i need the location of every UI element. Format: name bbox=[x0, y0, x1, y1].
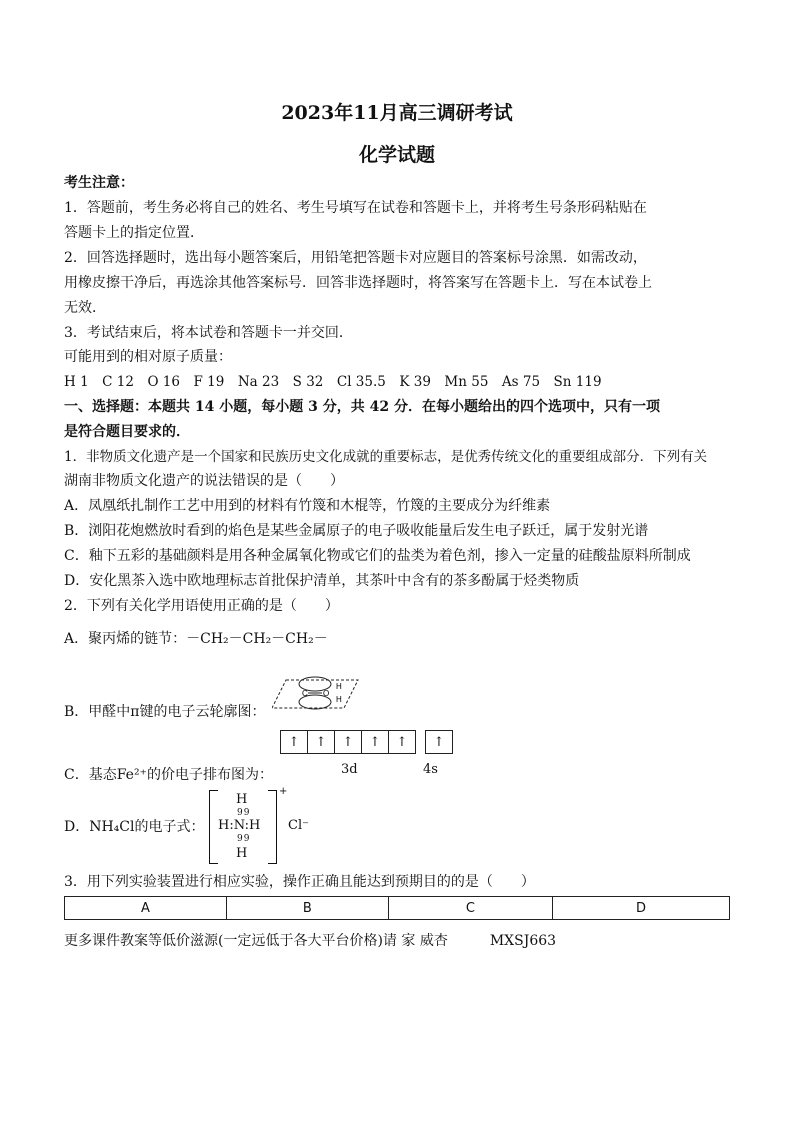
subject-title: 化学试题 bbox=[358, 144, 435, 166]
orbital-label-c: C bbox=[302, 689, 308, 698]
q2-stem: 2．下列有关化学用语使用正确的是（ ） bbox=[64, 598, 339, 614]
lewis-bracket-right bbox=[268, 790, 277, 864]
section1-heading-line1: 一、选择题：本题共 14 小题，每小题 3 分，共 42 分．在每小题给出的四个选项中，只有一项 bbox=[64, 399, 660, 415]
q2-option-d: D．NH₄Cl的电子式： bbox=[64, 819, 205, 835]
orbital-cell-4s-1: ↑ bbox=[425, 730, 453, 754]
orbital-label-4s: 4s bbox=[423, 762, 438, 777]
q3-column-c: C bbox=[388, 897, 552, 920]
q3-column-d: D bbox=[553, 897, 730, 920]
orbital-cell-3d-3: ↑ bbox=[334, 730, 362, 754]
lewis-anion: Cl⁻ bbox=[288, 818, 309, 833]
lewis-h-top: H bbox=[236, 792, 248, 807]
q2-option-a: A．聚丙烯的链节：－CH₂－CH₂－CH₂－ bbox=[64, 631, 328, 647]
footer-note: 更多课件教案等低价滋源(一定远低于各大平台价格)请 家 威杏 MXSJ663 bbox=[64, 933, 557, 949]
q3-options-table bbox=[64, 896, 730, 920]
orbital-cell-3d-1: ↑ bbox=[280, 730, 308, 754]
orbital-cell-3d-5: ↑ bbox=[388, 730, 416, 754]
pi-bond-orbital-diagram bbox=[272, 668, 362, 718]
q3-stem: 3．用下列实验装置进行相应实验，操作正确且能达到预期目的的是（ ） bbox=[64, 874, 535, 890]
lewis-h-bottom: H bbox=[236, 846, 248, 861]
orbital-cell-3d-4: ↑ bbox=[361, 730, 389, 754]
q2-option-b: B．甲醛中π键的电子云轮廓图： bbox=[64, 704, 266, 720]
notice-item1-line1: 1．答题前，考生务必将自己的姓名、考生号填写在试卷和答题卡上，并将考生号条形码粘贴在 bbox=[64, 200, 647, 216]
orbital-box-diagram bbox=[280, 730, 452, 754]
q1-stem-line2: 湖南非物质文化遗产的说法错误的是（ ） bbox=[64, 473, 344, 489]
lewis-middle: H:N:H bbox=[218, 818, 261, 833]
lewis-charge: + bbox=[279, 786, 288, 797]
notice-item2-line1: 2．回答选择题时，选出每小题答案后，用铅笔把答题卡对应题目的答案标号涂黑．如需改动， bbox=[64, 250, 647, 266]
notice-item2-line3: 无效． bbox=[64, 300, 106, 316]
notice-item1-line2: 答题卡上的指定位置． bbox=[64, 225, 204, 241]
q1-option-b: B．浏阳花炮燃放时看到的焰色是某些金属原子的电子吸收能量后发生电子跃迁，属于发射光谱 bbox=[64, 523, 649, 539]
q1-option-d: D．安化黑茶入选中欧地理标志首批保护清单，其茶叶中含有的茶多酚属于烃类物质 bbox=[64, 573, 580, 589]
lewis-bracket-left bbox=[209, 790, 218, 864]
notice-item3: 3．考试结束后，将本试卷和答题卡一并交回． bbox=[64, 325, 353, 341]
q3-column-b: B bbox=[226, 897, 388, 920]
atomic-masses: H 1 C 12 O 16 F 19 Na 23 S 32 Cl 35.5 K 39 Mn 55 As 75 Sn 119 bbox=[64, 374, 602, 390]
atomic-mass-label: 可能用到的相对原子质量： bbox=[64, 349, 232, 365]
q1-option-a: A．凤凰纸扎制作工艺中用到的材料有竹篾和木棍等，竹篾的主要成分为纤维素 bbox=[64, 498, 551, 514]
section1-heading-line2: 是符合题目要求的． bbox=[64, 424, 190, 440]
orbital-label-h1: H bbox=[336, 682, 342, 691]
lewis-dots-top: 99 bbox=[237, 808, 251, 818]
q1-stem-line1: 1．非物质文化遗产是一个国家和民族历史文化成就的重要标志，是优秀传统文化的重要组成部分．下列有关 bbox=[64, 449, 708, 465]
notice-heading: 考生注意： bbox=[64, 175, 134, 191]
orbital-label-h2: H bbox=[336, 695, 342, 704]
exam-title: 2023年11月高三调研考试 bbox=[281, 102, 513, 124]
q3-column-a: A bbox=[65, 897, 227, 920]
orbital-label-3d: 3d bbox=[341, 762, 358, 777]
q1-option-c: C．釉下五彩的基础颜料是用各种金属氧化物或它们的盐类为着色剂，掺入一定量的硅酸盐原料所制成 bbox=[64, 548, 691, 564]
orbital-cell-3d-2: ↑ bbox=[307, 730, 335, 754]
orbital-label-o: O bbox=[323, 689, 330, 698]
notice-item2-line2: 用橡皮擦干净后，再选涂其他答案标号．回答非选择题时，将答案写在答题卡上．写在本试卷上 bbox=[64, 275, 652, 291]
lewis-dots-bottom: 99 bbox=[237, 834, 251, 844]
q2-option-c: C．基态Fe²⁺的价电子排布图为： bbox=[64, 767, 273, 783]
